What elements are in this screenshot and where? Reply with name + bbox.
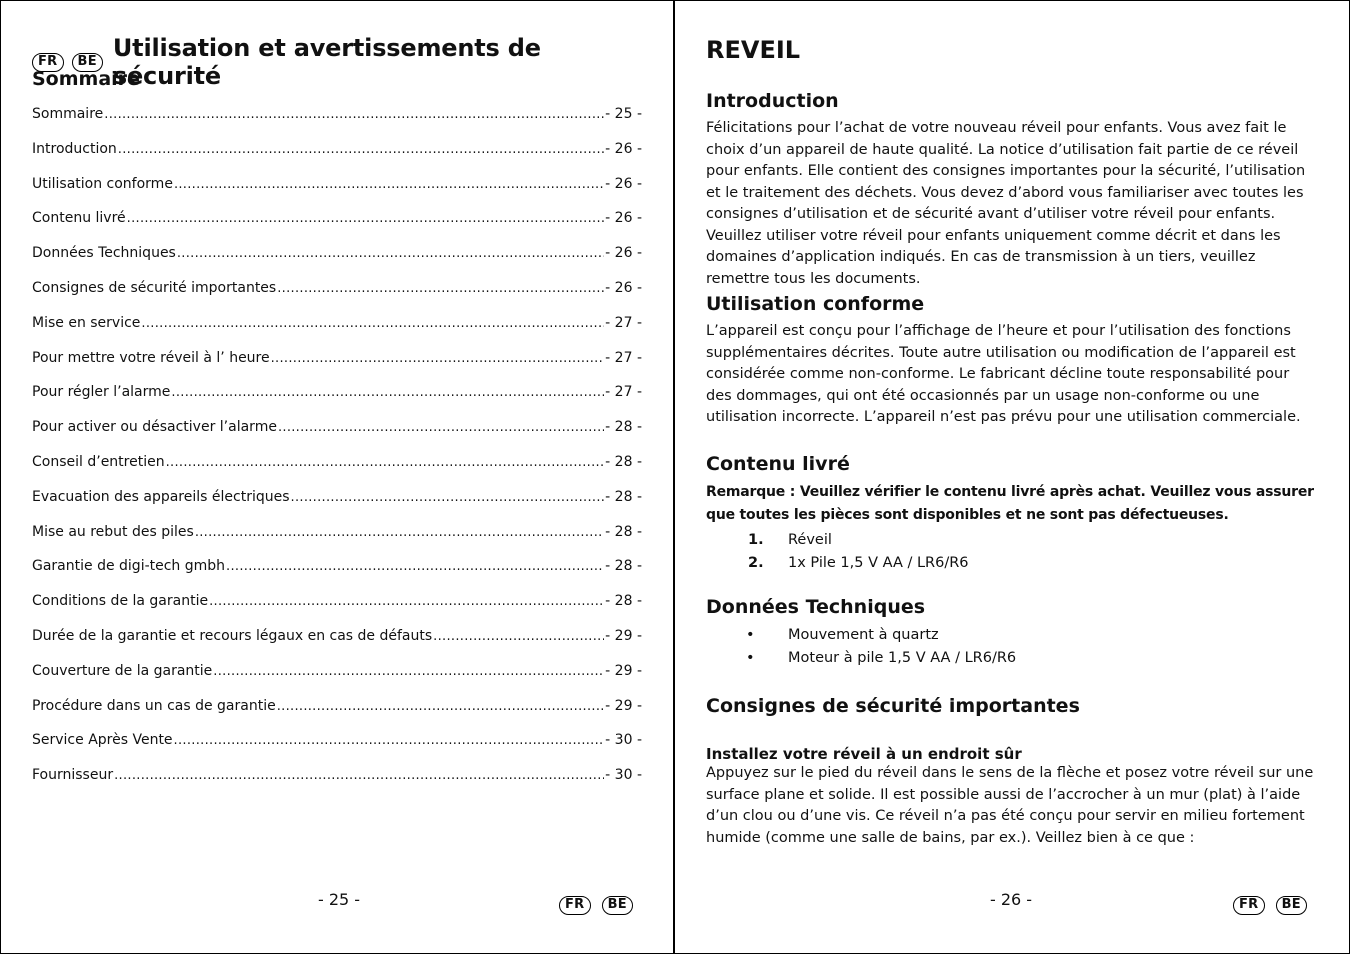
list-item-text: Moteur à pile 1,5 V AA / LR6/R6 [788, 649, 1017, 666]
toc-entry-page: - 26 - [605, 210, 642, 227]
page-number: - 25 - [318, 890, 361, 909]
technical-section [706, 596, 1318, 669]
flag-fr-badge: FR [32, 53, 64, 72]
toc-entry-label: Utilisation conforme [32, 175, 173, 192]
bullet-marker: • [746, 627, 755, 643]
toc-entry-page: - 26 - [605, 245, 642, 262]
toc-leader-dots [166, 455, 605, 470]
toc-entry-page: - 29 - [605, 627, 642, 644]
toc-entry [32, 663, 642, 698]
page-title: Utilisation et avertissements de sécurité [112, 34, 541, 90]
toc-entry [32, 280, 642, 315]
toc-entry-label: Sommaire [32, 106, 104, 122]
toc-entry-label: Service Après Vente [32, 732, 173, 749]
safety-section [706, 695, 1318, 849]
flag-fr-badge: FR [559, 896, 591, 915]
toc-leader-dots [195, 525, 604, 540]
usage-heading: Utilisation conforme [706, 293, 925, 315]
flag-be-badge: BE [72, 53, 103, 72]
toc-leader-dots [291, 490, 605, 505]
toc-entry [32, 210, 642, 245]
toc-entry-label: Pour mettre votre réveil à l’ heure [32, 349, 270, 366]
toc-entry-page: - 27 - [605, 384, 642, 401]
footer-flags [1227, 895, 1307, 915]
toc-entry [32, 732, 642, 767]
toc-entry-label: Contenu livré [32, 210, 126, 227]
toc-leader-dots [177, 246, 604, 261]
contents-section [706, 453, 1318, 574]
usage-text: L’appareil est conçu pour l’affichage de l’heure et pour l’utilisation des fonctions supplémentaires décrites. Toute autre utilisation ou modification de l’appareil est considérée comme non-conforme. Le fabricant décline toute responsabilité pour des dommages, qui ont été occasionnés par un usage non-conforme ou une utilisation incorrecte. L’appareil n’est pas prévu pour une utilisation commerciale. [706, 323, 1301, 425]
toc-entry [32, 106, 642, 141]
toc-entry-page: - 26 - [605, 279, 642, 296]
list-item [706, 552, 1318, 575]
flag-be-badge: BE [1276, 896, 1307, 915]
toc-entry-page: - 30 - [605, 732, 642, 749]
toc-entry [32, 558, 642, 593]
introduction-text: Félicitations pour l’achat de votre nouveau réveil pour enfants. Vous avez fait le choix d’un appareil de haute qualité. La notice d’utilisation fait partie de ce réveil pour enfants. Elle contient des consignes importantes pour la sécurité, l’utilisation et le traitement des déchets. Vous devez d’abord vous familiariser avec toutes les consignes d’utilisation et de sécurité avant d’utiliser votre réveil pour enfants. Veuillez utiliser votre réveil pour enfants uniquement comme décrit et dans les domaines d’application indiqués. En cas de transmission à un tiers, veuillez remettre tous les documents. [706, 120, 1306, 287]
toc-entry-page: - 29 - [605, 697, 642, 714]
toc-entry [32, 524, 642, 559]
toc-leader-dots [213, 664, 604, 679]
toc-entry-page: - 28 - [605, 419, 642, 436]
table-of-contents [32, 106, 642, 802]
toc-entry [32, 419, 642, 454]
toc-entry-page: - 28 - [605, 488, 642, 505]
safety-text: Appuyez sur le pied du réveil dans le sens de la flèche et posez votre réveil sur une surface plane et solide. Il est possible aussi de l’accrocher à un mur (plat) à l’aide d’un clou ou d’une vis. Ce réveil n’a pas été conçu pour servir en milieu fortement humide (comme une salle de bains, par ex.). Veillez bien à ce que : [706, 765, 1314, 846]
toc-entry-label: Procédure dans un cas de garantie [32, 697, 276, 714]
contents-heading: Contenu livré [706, 453, 850, 475]
contents-list [706, 529, 1318, 574]
toc-entry [32, 628, 642, 663]
toc-entry-label: Garantie de digi-tech gmbh [32, 558, 226, 575]
list-item-text: Mouvement à quartz [788, 627, 939, 643]
list-marker: 2. [748, 554, 764, 571]
toc-heading: Sommaire [32, 68, 140, 90]
toc-entry-label: Evacuation des appareils électriques [32, 488, 290, 505]
toc-leader-dots [277, 281, 604, 296]
toc-entry-label: Fournisseur [32, 767, 114, 784]
toc-leader-dots [141, 316, 604, 331]
flag-fr-badge: FR [1233, 896, 1265, 915]
toc-leader-dots [278, 420, 604, 435]
toc-leader-dots [226, 559, 604, 574]
toc-leader-dots [174, 177, 604, 192]
toc-entry-page: - 28 - [605, 523, 642, 540]
list-item [706, 624, 1318, 647]
safety-heading: Consignes de sécurité importantes [706, 695, 1080, 717]
technical-list [706, 624, 1318, 669]
list-marker: 1. [748, 532, 764, 548]
toc-entry-page: - 27 - [605, 314, 642, 331]
right-page [706, 0, 1318, 954]
safety-subheading: Installez votre réveil à un endroit sûr [706, 745, 1022, 763]
toc-leader-dots [104, 107, 604, 122]
usage-section [706, 293, 1318, 429]
toc-entry [32, 767, 642, 802]
toc-leader-dots [127, 211, 605, 226]
page-divider [673, 0, 675, 954]
toc-leader-dots [271, 351, 605, 366]
toc-entry [32, 593, 642, 628]
left-page [32, 0, 644, 954]
toc-leader-dots [433, 629, 604, 644]
contents-remark: Remarque : Veuillez vérifier le contenu livré après achat. Veuillez vous assurer que toutes les pièces sont disponibles et ne sont pas défectueuses. [706, 484, 1314, 523]
section-title: REVEIL [706, 36, 801, 64]
toc-entry-page: - 25 - [605, 106, 642, 122]
introduction-heading: Introduction [706, 90, 839, 112]
toc-leader-dots [171, 385, 604, 400]
toc-entry-label: Pour activer ou désactiver l’alarme [32, 419, 277, 436]
toc-entry [32, 350, 642, 385]
toc-entry-label: Consignes de sécurité importantes [32, 279, 277, 296]
toc-entry-page: - 28 - [605, 558, 642, 575]
toc-entry [32, 454, 642, 489]
list-item [706, 529, 1318, 552]
toc-entry-label: Mise au rebut des piles [32, 523, 194, 540]
toc-entry [32, 315, 642, 350]
toc-entry-label: Couverture de la garantie [32, 662, 213, 679]
toc-entry [32, 141, 642, 176]
toc-entry-label: Conseil d’entretien [32, 453, 165, 470]
footer-flags [553, 895, 633, 915]
toc-entry [32, 176, 642, 211]
toc-entry [32, 489, 642, 524]
toc-entry-label: Conditions de la garantie [32, 593, 209, 610]
bullet-marker: • [746, 649, 755, 666]
toc-entry-label: Pour régler l’alarme [32, 384, 171, 401]
list-item [706, 647, 1318, 670]
list-item-text: Réveil [788, 532, 832, 548]
toc-entry-page: - 26 - [605, 175, 642, 192]
toc-leader-dots [174, 733, 605, 748]
toc-entry-page: - 29 - [605, 662, 642, 679]
toc-entry-page: - 30 - [605, 767, 642, 784]
flag-be-badge: BE [602, 896, 633, 915]
toc-entry-page: - 26 - [605, 140, 642, 157]
page-number: - 26 - [990, 890, 1033, 909]
toc-entry [32, 245, 642, 280]
toc-entry-page: - 27 - [605, 349, 642, 366]
toc-leader-dots [277, 699, 604, 714]
toc-entry-label: Données Techniques [32, 245, 176, 262]
toc-entry-label: Introduction [32, 140, 117, 157]
list-item-text: 1x Pile 1,5 V AA / LR6/R6 [788, 554, 969, 571]
toc-entry-label: Mise en service [32, 314, 141, 331]
toc-entry-page: - 28 - [605, 593, 642, 610]
toc-entry-page: - 28 - [605, 453, 642, 470]
introduction-section [706, 90, 1318, 290]
technical-heading: Données Techniques [706, 596, 926, 618]
toc-leader-dots [118, 142, 604, 157]
toc-entry [32, 698, 642, 733]
toc-leader-dots [114, 768, 604, 783]
toc-entry-label: Durée de la garantie et recours légaux en cas de défauts [32, 627, 433, 644]
toc-entry [32, 384, 642, 419]
toc-leader-dots [209, 594, 604, 609]
